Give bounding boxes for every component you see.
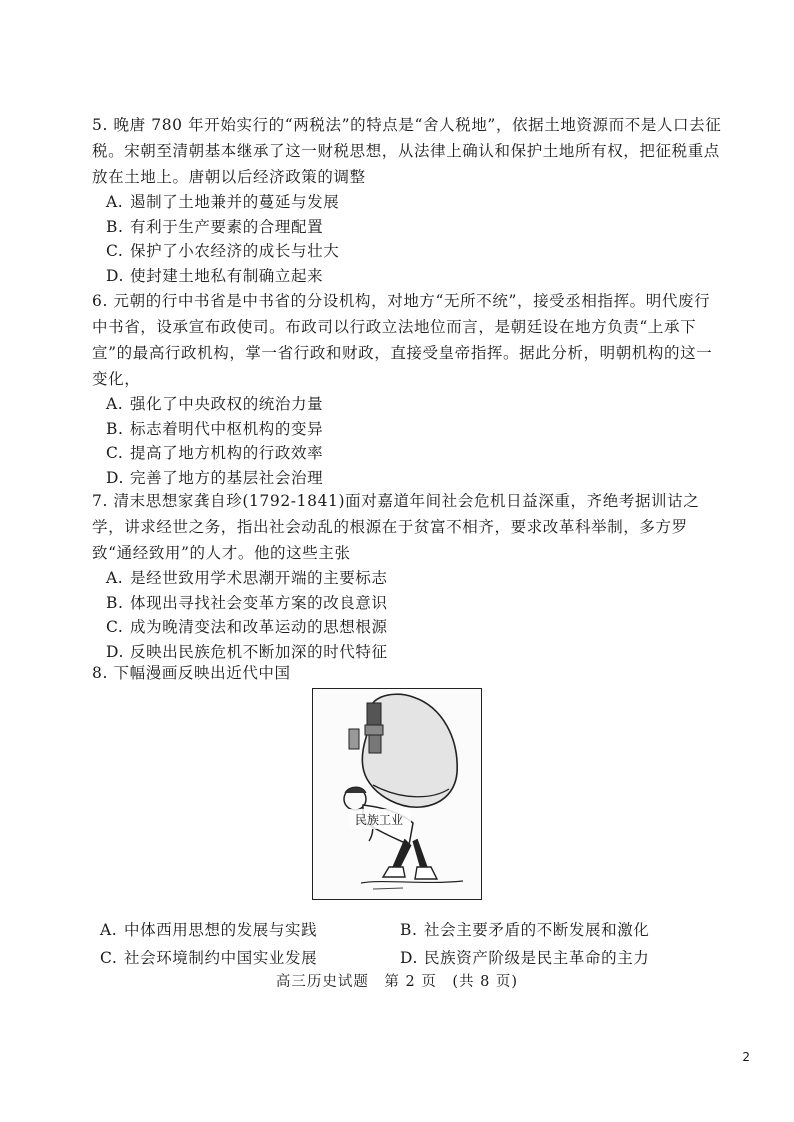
option-key: D. (106, 468, 125, 487)
option-key: D. (106, 642, 125, 661)
option-key: A. (100, 921, 118, 939)
question-8-stem: 8. 下幅漫画反映出近代中国 (92, 664, 291, 682)
question-8-option-a (100, 916, 400, 944)
options-row (100, 944, 700, 972)
option-key: B. (106, 217, 124, 236)
option-key: B. (106, 419, 124, 438)
option-text: 提高了地方机构的行政效率 (130, 444, 324, 462)
option-text: 社会主要矛盾的不断发展和激化 (424, 921, 650, 939)
option-text: 体现出寻找社会变革方案的改良意识 (130, 593, 388, 612)
question-8 (92, 660, 722, 686)
cartoon-image (312, 688, 482, 900)
question-5-stem: 5. 晚唐 780 年开始实行的“两税法”的特点是“舍人税地”，依据土地资源而不是人口去征税。宋朝至清朝基本继承了这一财税思想，从法律上确认和保护土地所有权，把征税重点放在土地上。唐朝以后经济政策的调整 (92, 116, 722, 186)
question-6 (92, 288, 722, 490)
question-8-options (100, 916, 700, 972)
option-text: 中体西用思想的发展与实践 (124, 921, 318, 939)
question-6-stem: 6. 元朝的行中书省是中书省的分设机构，对地方“无所不统”，接受丞相指挥。明代废行中书省，设承宣布政使司。布政司以行政立法地位而言，是朝廷设在地方负责“上承下宣”的最高行政机构，掌一省行政和财政，直接受皇帝指挥。据此分析，明朝机构的这一变化， (92, 292, 713, 388)
question-7-option-b (106, 591, 722, 616)
option-text: 民族资产阶级是民主革命的主力 (424, 949, 650, 967)
option-key: B. (106, 593, 124, 612)
option-text: 有利于生产要素的合理配置 (130, 217, 324, 236)
option-text: 强化了中央政权的统治力量 (130, 395, 324, 413)
options-row (100, 916, 700, 944)
question-5-option-d (106, 264, 722, 289)
question-5 (92, 112, 722, 288)
question-8-option-d (400, 944, 700, 972)
cartoon-drawing (313, 689, 481, 899)
option-key: C. (106, 444, 124, 462)
option-key: A. (106, 395, 124, 413)
option-text: 遏制了土地兼并的蔓延与发展 (130, 193, 340, 211)
option-key: C. (106, 242, 124, 260)
question-5-option-a (106, 190, 722, 215)
option-key: A. (106, 193, 124, 211)
option-key: C. (100, 949, 118, 967)
question-7-stem: 7. 清末思想家龚自珍(1792-1841)面对嘉道年间社会危机日益深重，齐绝考据训诂之学，讲求经世之务，指出社会动乱的根源在于贫富不相齐，要求改革科举制，多方罗致“通经致用”的人才。他的这些主张 (92, 492, 700, 562)
option-key: A. (106, 569, 124, 587)
question-6-option-a (106, 392, 722, 417)
question-6-option-d (106, 466, 722, 491)
question-6-option-c (106, 441, 722, 466)
option-text: 保护了小农经济的成长与壮大 (130, 242, 340, 260)
page-footer: 高三历史试题 第 2 页 (共 8 页) (275, 974, 519, 990)
option-text: 成为晚清变法和改革运动的思想根源 (130, 618, 388, 636)
question-8-option-c (100, 944, 400, 972)
option-text: 使封建土地私有制确立起来 (130, 266, 324, 285)
question-7-option-a (106, 566, 722, 591)
option-key: B. (400, 921, 418, 939)
question-7 (92, 488, 722, 664)
option-text: 社会环境制约中国实业发展 (124, 949, 318, 967)
question-6-option-b (106, 417, 722, 442)
option-key: D. (106, 266, 125, 285)
question-5-option-b (106, 215, 722, 240)
question-5-option-c (106, 239, 722, 264)
option-text: 完善了地方的基层社会治理 (130, 468, 324, 487)
option-text: 标志着明代中枢机构的变异 (130, 419, 324, 438)
option-key: D. (400, 949, 419, 967)
option-key: C. (106, 618, 124, 636)
question-7-option-c (106, 615, 722, 640)
question-8-option-b (400, 916, 700, 944)
page-number: 2 (742, 1050, 750, 1064)
option-text: 是经世致用学术思潮开端的主要标志 (130, 569, 388, 587)
cartoon-label: 民族工业 (354, 813, 404, 827)
option-text: 反映出民族危机不断加深的时代特征 (130, 642, 388, 661)
